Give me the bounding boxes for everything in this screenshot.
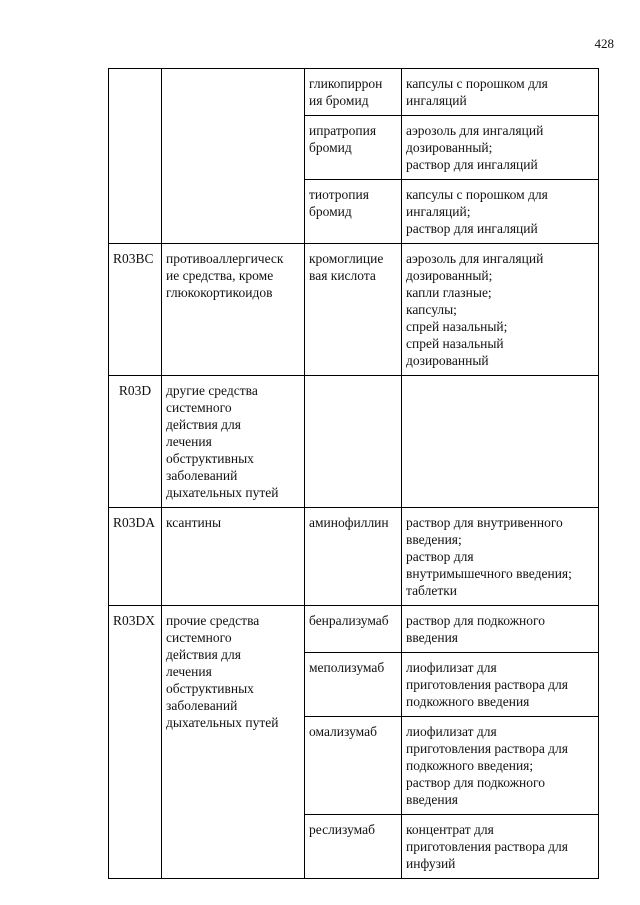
- drug-cell: аминофиллин: [305, 508, 402, 606]
- drug-cell: омализумаб: [305, 717, 402, 815]
- forms-cell: раствор для подкожного введения: [402, 606, 599, 653]
- table-row: [109, 508, 599, 606]
- drug-cell: меполизумаб: [305, 653, 402, 717]
- forms-cell: аэрозоль для ингаляций дозированный; капли глазные; капсулы; спрей назальный; спрей назальный дозированный: [402, 244, 599, 376]
- forms-cell: капсулы с порошком для ингаляций: [402, 69, 599, 116]
- group-cell: прочие средства системного действия для лечения обструктивных заболеваний дыхательных путей: [162, 606, 305, 879]
- group-cell: ксантины: [162, 508, 305, 606]
- group-cell: другие средства системного действия для лечения обструктивных заболеваний дыхательных путей: [162, 376, 305, 508]
- forms-cell: концентрат для приготовления раствора для инфузий: [402, 815, 599, 879]
- forms-cell: аэрозоль для ингаляций дозированный; раствор для ингаляций: [402, 116, 599, 180]
- drug-cell: [305, 376, 402, 508]
- forms-cell: лиофилизат для приготовления раствора для подкожного введения: [402, 653, 599, 717]
- drug-cell: бенрализумаб: [305, 606, 402, 653]
- group-cell: противоаллергическ ие средства, кроме глюкокортикоидов: [162, 244, 305, 376]
- code-cell: R03DX: [109, 606, 162, 879]
- forms-cell: [402, 376, 599, 508]
- forms-cell: капсулы с порошком для ингаляций; раствор для ингаляций: [402, 180, 599, 244]
- medication-table: [108, 68, 599, 879]
- code-cell: R03BC: [109, 244, 162, 376]
- table-row: [109, 376, 599, 508]
- drug-cell: кромоглицие вая кислота: [305, 244, 402, 376]
- table-row: [109, 69, 599, 116]
- code-cell: [109, 69, 162, 244]
- table-row: [109, 606, 599, 653]
- group-cell: [162, 69, 305, 244]
- page-number: 428: [594, 36, 614, 51]
- drug-cell: реслизумаб: [305, 815, 402, 879]
- drug-cell: ипратропия бромид: [305, 116, 402, 180]
- code-cell: R03DA: [109, 508, 162, 606]
- table-row: [109, 244, 599, 376]
- drug-cell: гликопиррон ия бромид: [305, 69, 402, 116]
- forms-cell: раствор для внутривенного введения; раствор для внутримышечного введения; таблетки: [402, 508, 599, 606]
- forms-cell: лиофилизат для приготовления раствора для подкожного введения; раствор для подкожного введения: [402, 717, 599, 815]
- code-cell: R03D: [109, 376, 162, 508]
- drug-cell: тиотропия бромид: [305, 180, 402, 244]
